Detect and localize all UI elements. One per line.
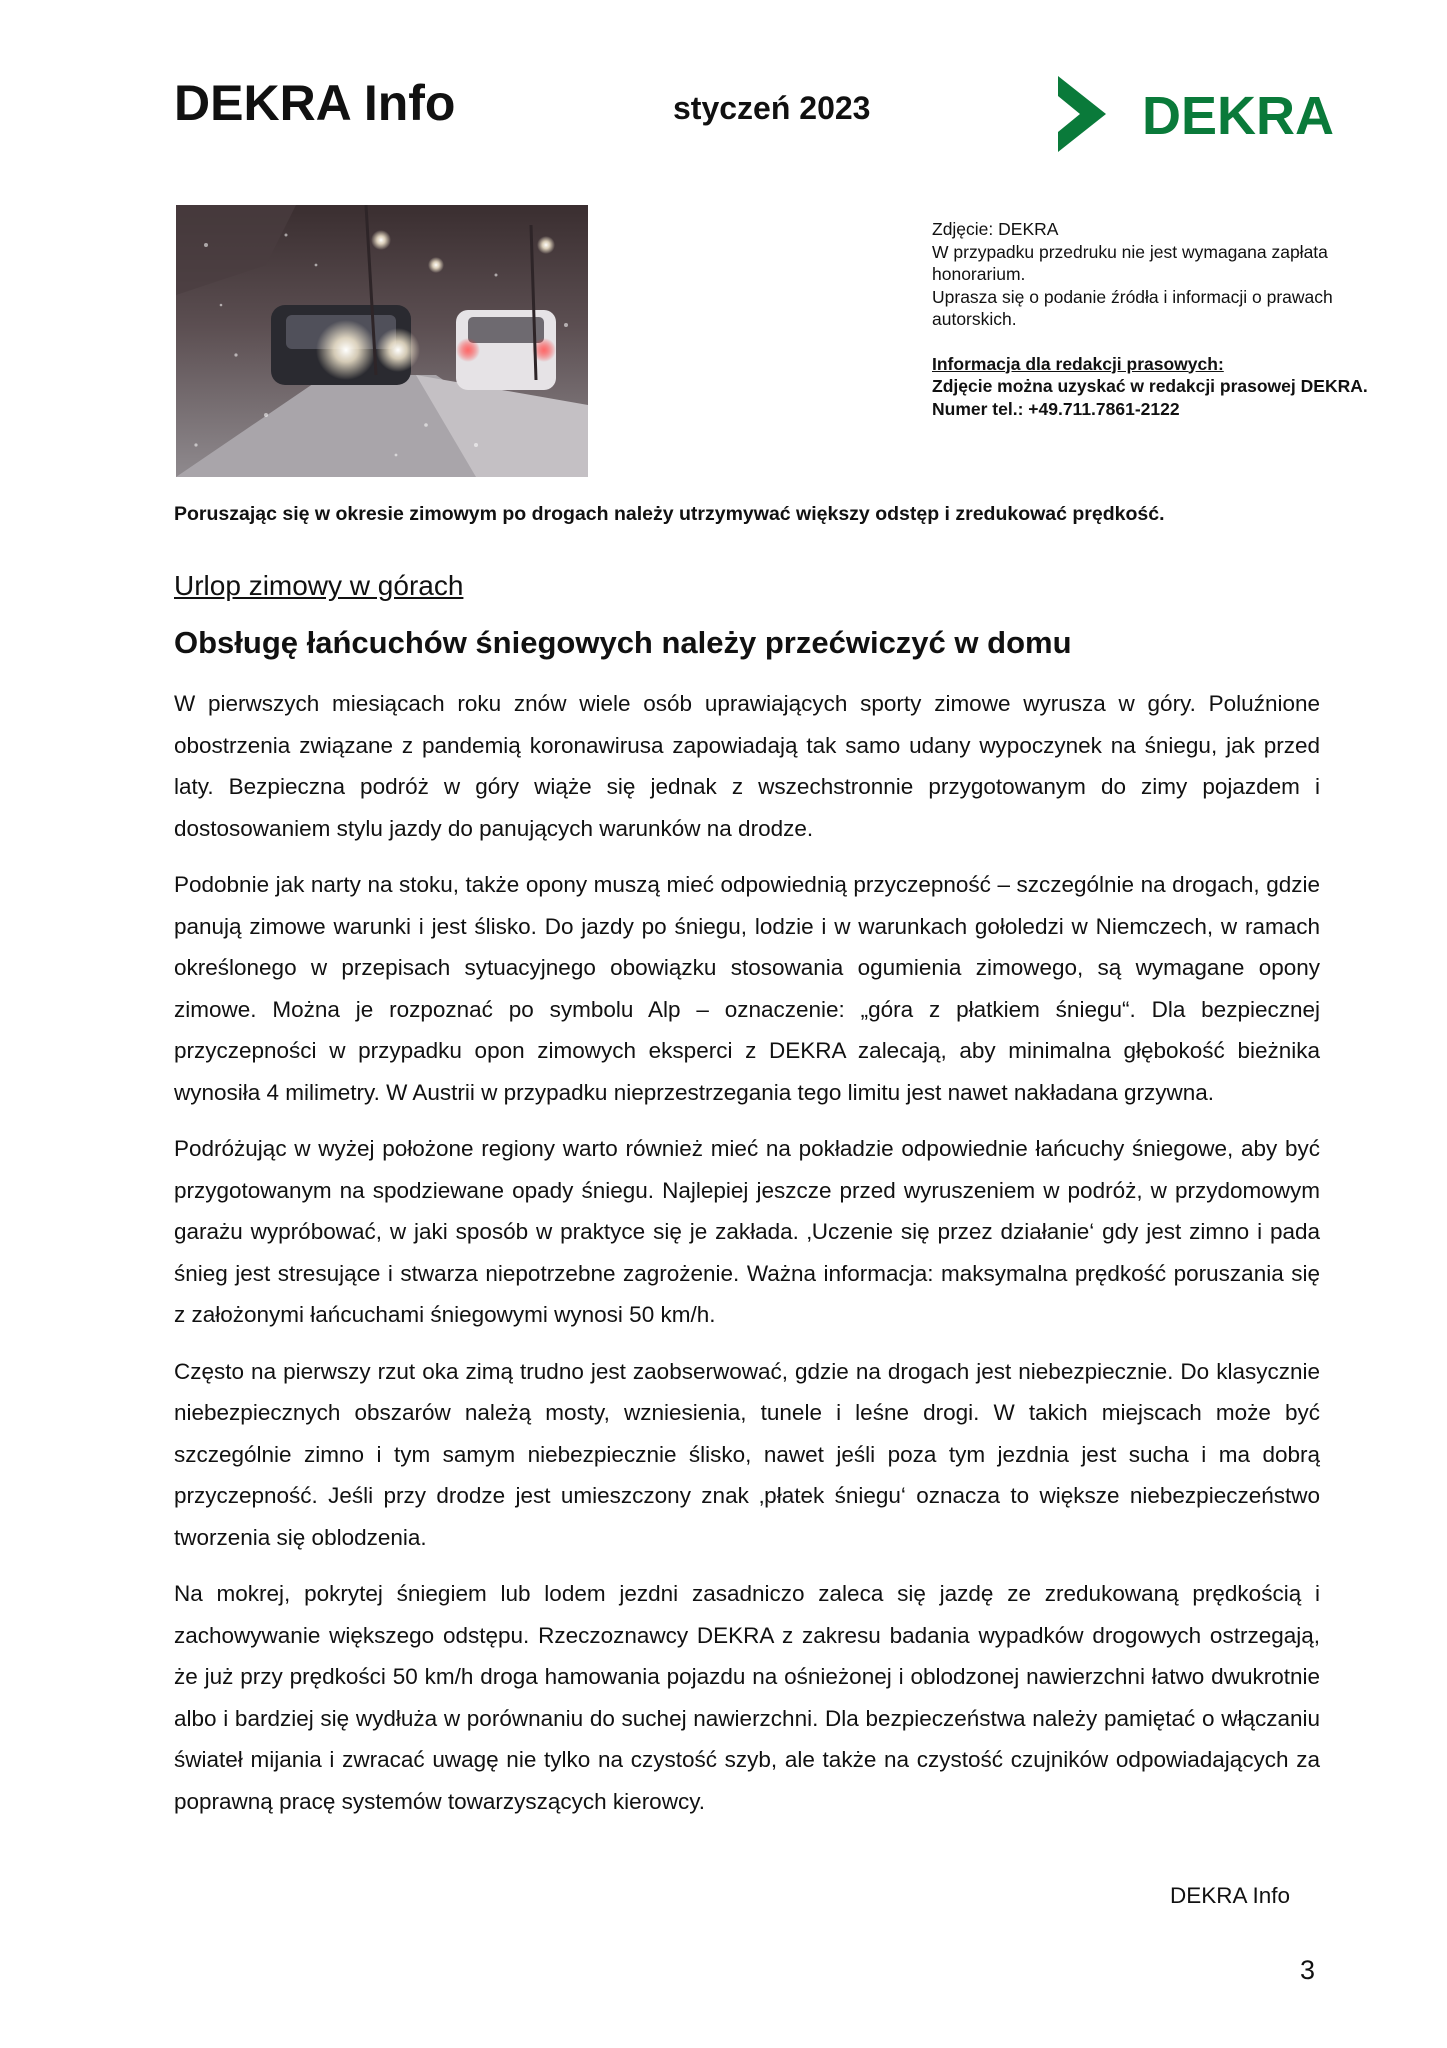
article-headline: Obsługę łańcuchów śniegowych należy przećwiczyć w domu <box>174 625 1072 660</box>
press-info-heading: Informacja dla redakcji prasowych: <box>932 353 1224 374</box>
article-kicker: Urlop zimowy w górach <box>174 570 464 601</box>
article-paragraph: Podróżując w wyżej położone regiony warto również mieć na pokładzie odpowiednie łańcuchy śniegowe, aby być przygotowanym na spodziewane opady śniegu. Najlepiej jeszcze przed wyruszeniem w podróż, w przydomowym garażu wypróbować, w jaki sposób w praktyce się je zakłada. ‚Uczenie się przez działanie‘ gdy jest zimno i pada śnieg jest stresujące i stwarza niepotrzebne zagrożenie. Ważna informacja: maksymalna prędkość poruszania się z założonymi łańcuchami śniegowymi wynosi 50 km/h. <box>174 1136 1320 1327</box>
credit-copyright-note: Uprasza się o podanie źródła i informacji o prawach autorskich. <box>932 286 1333 329</box>
article-body <box>174 683 1320 1837</box>
photo-caption: Poruszając się w okresie zimowym po drogach należy utrzymywać większy odstęp i zredukować prędkość. <box>174 503 1165 525</box>
article-paragraph: Na mokrej, pokrytej śniegiem lub lodem jezdni zasadniczo zaleca się jazdę ze zredukowaną prędkością i zachowywanie większego odstępu. Rzeczoznawcy DEKRA z zakresu badania wypadków drogowych ostrzegają, że już przy prędkości 50 km/h droga hamowania pojazdu na ośnieżonej i oblodzonej nawierzchni łatwo dwukrotnie albo i bardziej się wydłuża w porównaniu do suchej nawierzchni. Dla bezpieczeństwa należy pamiętać o włączaniu świateł mijania i zwracać uwagę nie tylko na czystość szyb, ale także na czystość czujników odpowiadających za poprawną pracę systemów towarzyszących kierowcy. <box>174 1581 1320 1814</box>
press-info-phone: Numer tel.: +49.711.7861-2122 <box>932 398 1180 419</box>
press-info-availability: Zdjęcie można uzyskać w redakcji prasowej DEKRA. <box>932 376 1368 396</box>
document-title: DEKRA Info <box>174 75 456 131</box>
article-paragraph: W pierwszych miesiącach roku znów wiele osób uprawiających sporty zimowe wyrusza w góry. Poluźnione obostrzenia związane z pandemią koronawirusa zapowiadają tak samo udany wypoczynek na śniegu, jak przed laty. Bezpieczna podróż w góry wiąże się jednak z wszechstronnie przygotowanym do zimy pojazdem i dostosowaniem stylu jazdy do panujących warunków na drodze. <box>174 691 1320 841</box>
article-signature: DEKRA Info <box>1170 1883 1291 1908</box>
article-paragraph: Podobnie jak narty na stoku, także opony muszą mieć odpowiednią przyczepność – szczególnie na drogach, gdzie panują zimowe warunki i jest ślisko. Do jazdy po śniegu, lodzie i w warunkach gołoledzi w Niemczech, w ramach określonego w przepisach sytuacyjnego obowiązku stosowania ogumienia zimowego, są wymagane opony zimowe. Można je rozpoznać po symbolu Alp – oznaczenie: „góra z płatkiem śniegu“. Dla bezpiecznej przyczepności w przypadku opon zimowych eksperci z DEKRA zalecają, aby minimalna głębokość bieżnika wynosiła 4 milimetry. W Austrii w przypadku nieprzestrzegania tego limitu jest nawet nakładana grzywna. <box>174 872 1320 1105</box>
credit-fee-note: W przypadku przedruku nie jest wymagana zapłata honorarium. <box>932 241 1328 284</box>
winter-road-photo <box>176 205 588 477</box>
logo-wordmark: DEKRA <box>1142 86 1335 146</box>
dekra-logo <box>1058 74 1338 154</box>
page-number: 3 <box>1300 1955 1316 1985</box>
photo-credit <box>932 218 1382 420</box>
document-date: styczeń 2023 <box>673 90 871 126</box>
article-paragraph: Często na pierwszy rzut oka zimą trudno jest zaobserwować, gdzie na drogach jest niebezpiecznie. Do klasycznie niebezpiecznych obszarów należą mosty, wzniesienia, tunele i leśne drogi. W takich miejscach może być szczególnie zimno i tym samym niebezpiecznie ślisko, nawet jeśli poza tym jezdnia jest sucha i ma dobrą przyczepność. Jeśli przy drodze jest umieszczony znak ‚płatek śniegu‘ oznacza to większe niebezpieczeństwo tworzenia się oblodzenia. <box>174 1358 1320 1550</box>
credit-source: Zdjęcie: DEKRA <box>932 219 1059 239</box>
